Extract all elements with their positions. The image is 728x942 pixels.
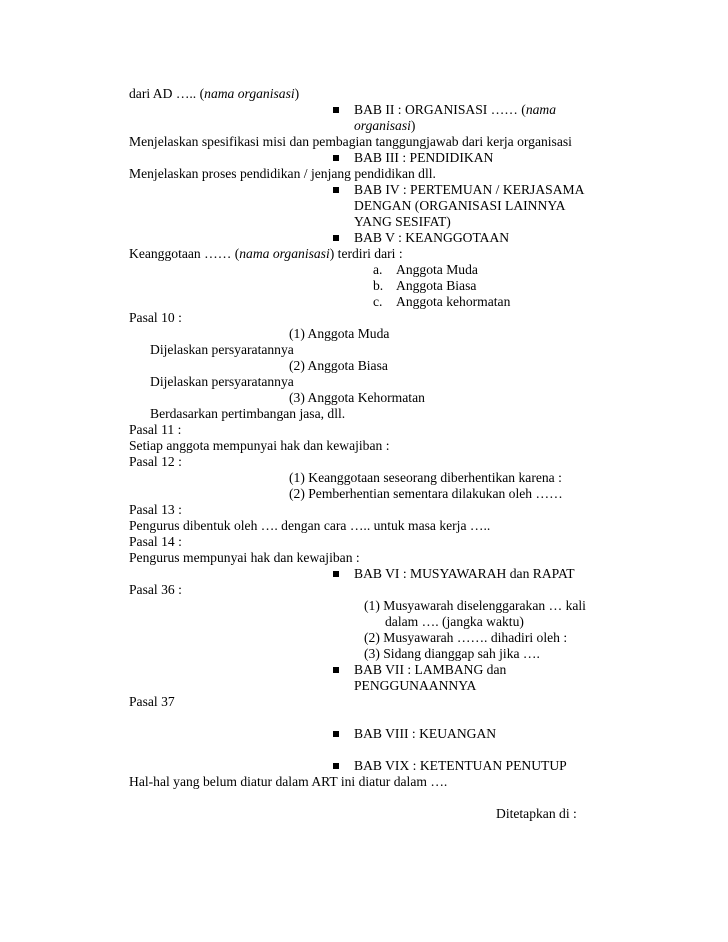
heading-bab-9: BAB VIX : KETENTUAN PENUTUP — [354, 758, 567, 773]
heading-bab-8: BAB VIII : KEUANGAN — [354, 726, 497, 741]
pasal-36-item-2: (2) Musyawarah ……. dihadiri oleh : — [364, 630, 568, 645]
pasal-13-text: Pengurus dibentuk oleh …. dengan cara ….. untuk masa kerja ….. — [129, 518, 491, 533]
bullet-icon — [333, 235, 339, 241]
list-marker-b: b. — [373, 278, 384, 293]
list-item-a: Anggota Muda — [396, 262, 478, 277]
list-marker-c: c. — [373, 294, 383, 309]
bullet-icon — [333, 187, 339, 193]
heading-bab-2: BAB II : ORGANISASI …… (nama — [354, 102, 557, 117]
heading-bab-6: BAB VI : MUSYAWARAH dan RAPAT — [354, 566, 575, 581]
pasal-10-item-1: (1) Anggota Muda — [289, 326, 390, 341]
pasal-37: Pasal 37 — [129, 694, 175, 709]
list-item-b: Anggota Biasa — [396, 278, 477, 293]
pasal-12: Pasal 12 : — [129, 454, 182, 469]
heading-bab-4-cont2: YANG SESIFAT) — [354, 214, 451, 229]
text-hal-hal: Hal-hal yang belum diatur dalam ART ini diatur dalam …. — [129, 774, 448, 789]
pasal-14-text: Pengurus mempunyai hak dan kewajiban : — [129, 550, 360, 565]
text-keanggotaan: Keanggotaan …… (nama organisasi) terdiri dari : — [129, 246, 403, 261]
bullet-icon — [333, 571, 339, 577]
pasal-36-item-3: (3) Sidang dianggap sah jika …. — [364, 646, 540, 661]
heading-bab-4-cont: DENGAN (ORGANISASI LAINNYA — [354, 198, 566, 213]
bullet-icon — [333, 107, 339, 113]
bullet-icon — [333, 155, 339, 161]
text-misi: Menjelaskan spesifikasi misi dan pembagian tanggungjawab dari kerja organisasi — [129, 134, 572, 149]
pasal-10-desc-1: Dijelaskan persyaratannya — [150, 342, 294, 357]
pasal-13: Pasal 13 : — [129, 502, 182, 517]
pasal-12-item-1: (1) Keanggotaan seseorang diberhentikan karena : — [289, 470, 562, 485]
pasal-36-item-1: (1) Musyawarah diselenggarakan … kali — [364, 598, 586, 613]
text-proses: Menjelaskan proses pendidikan / jenjang pendidikan dll. — [129, 166, 436, 181]
pasal-10-desc-3: Berdasarkan pertimbangan jasa, dll. — [150, 406, 346, 421]
text-ditetapkan: Ditetapkan di : — [496, 806, 577, 821]
pasal-14: Pasal 14 : — [129, 534, 182, 549]
bullet-icon — [333, 763, 339, 769]
heading-bab-2-cont: organisasi) — [354, 118, 416, 133]
bullet-icon — [333, 731, 339, 737]
pasal-10-desc-2: Dijelaskan persyaratannya — [150, 374, 294, 389]
pasal-12-item-2: (2) Pemberhentian sementara dilakukan oleh …… — [289, 486, 563, 501]
pasal-10-item-3: (3) Anggota Kehormatan — [289, 390, 425, 405]
pasal-10: Pasal 10 : — [129, 310, 182, 325]
list-marker-a: a. — [373, 262, 383, 277]
line-dari-ad: dari AD ….. (nama organisasi) — [129, 86, 300, 101]
heading-bab-7-cont: PENGGUNAANNYA — [354, 678, 477, 693]
heading-bab-3: BAB III : PENDIDIKAN — [354, 150, 494, 165]
bullet-icon — [333, 667, 339, 673]
heading-bab-4: BAB IV : PERTEMUAN / KERJASAMA — [354, 182, 585, 197]
heading-bab-7: BAB VII : LAMBANG dan — [354, 662, 507, 677]
pasal-11-text: Setiap anggota mempunyai hak dan kewajiban : — [129, 438, 390, 453]
list-item-c: Anggota kehormatan — [396, 294, 511, 309]
pasal-36: Pasal 36 : — [129, 582, 182, 597]
pasal-10-item-2: (2) Anggota Biasa — [289, 358, 388, 373]
pasal-11: Pasal 11 : — [129, 422, 182, 437]
pasal-36-item-1-cont: dalam …. (jangka waktu) — [385, 614, 524, 629]
heading-bab-5: BAB V : KEANGGOTAAN — [354, 230, 510, 245]
